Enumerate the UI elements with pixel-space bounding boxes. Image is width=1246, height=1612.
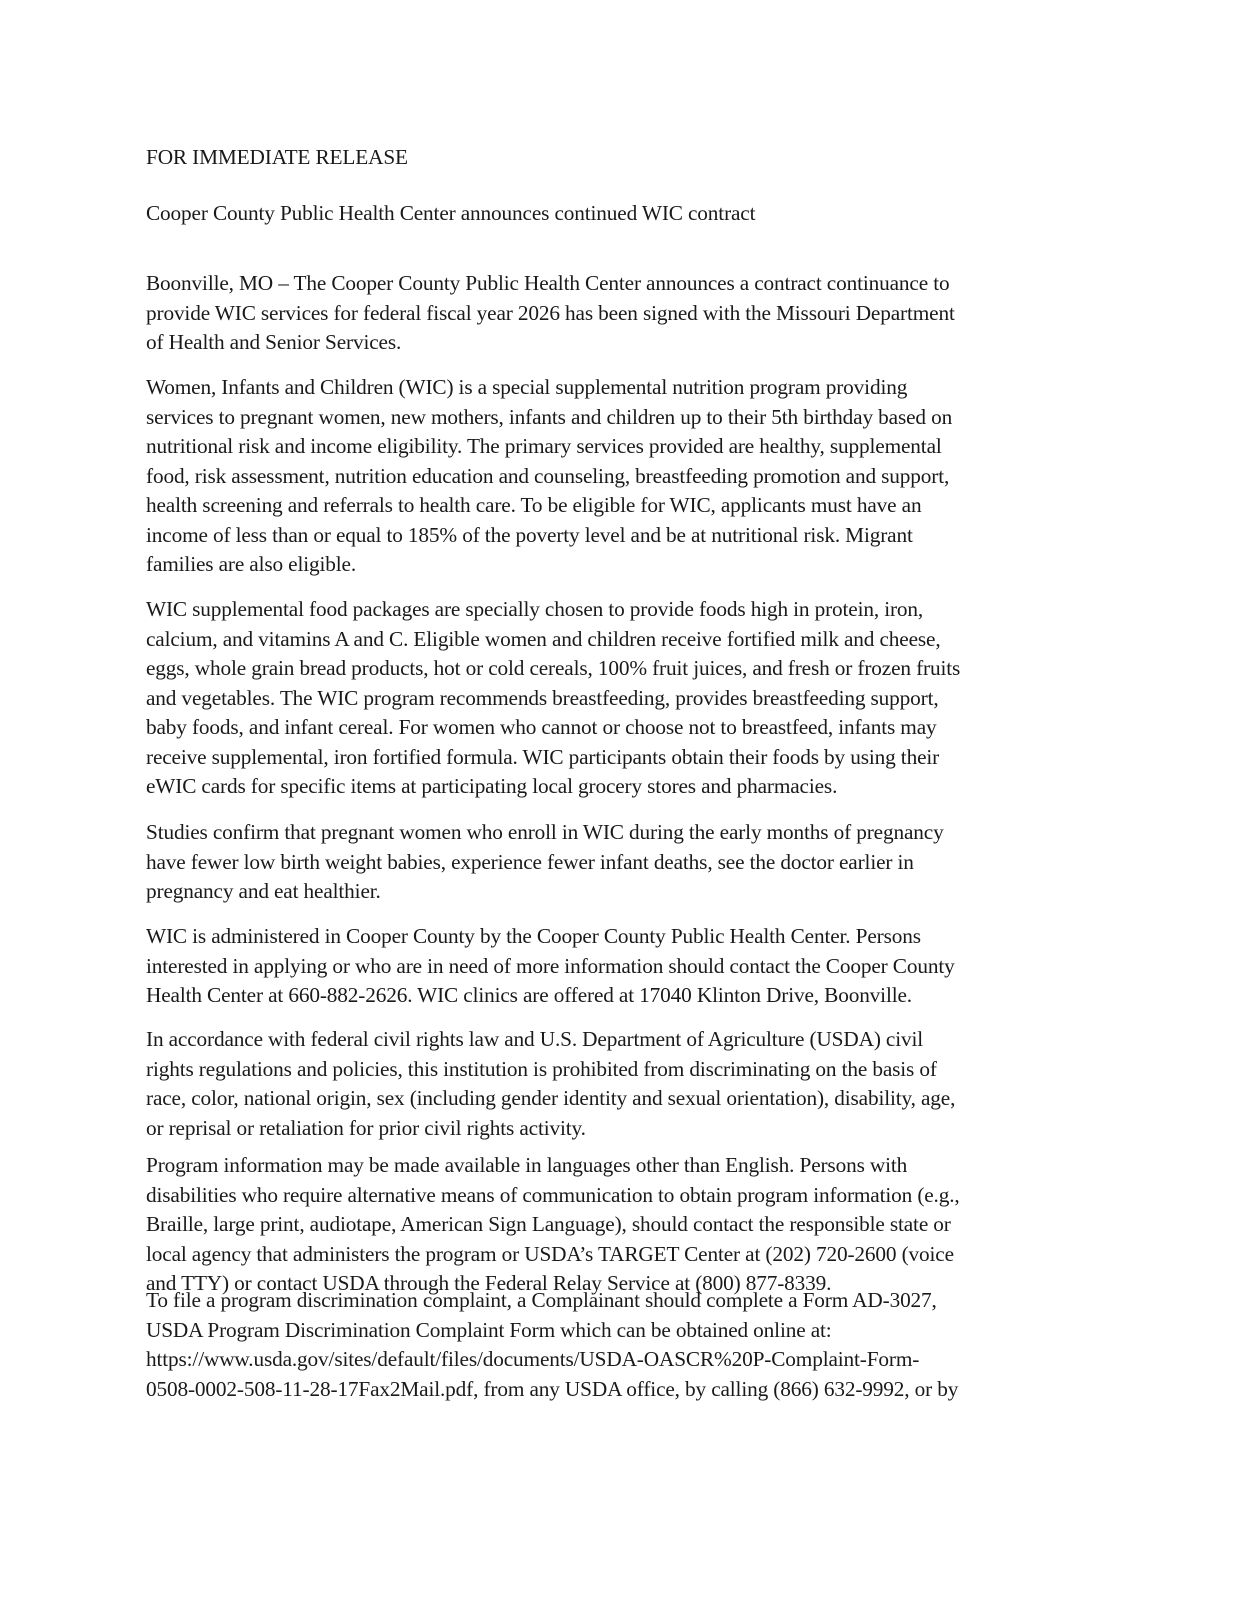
paragraph-line: health screening and referrals to health care. To be eligible for WIC, applicants must have an — [146, 493, 922, 517]
paragraph-line: rights regulations and policies, this institution is prohibited from discriminating on the basis of — [146, 1056, 937, 1081]
paragraph-line: receive supplemental, iron fortified formula. WIC participants obtain their foods by using their — [146, 744, 940, 769]
paragraph-complaint-filing — [146, 1286, 1086, 1404]
paragraph-civil-rights — [146, 1025, 1086, 1143]
paragraph-line: Health Center at 660-882-2626. WIC clinics are offered at 17040 Klinton Drive, Boonville. — [146, 983, 912, 1007]
paragraph-line: 0508-0002-508-11-28-17Fax2Mail.pdf, from any USDA office, by calling (866) 632-9992, or by — [146, 1376, 959, 1401]
paragraph-line: of Health and Senior Services. — [146, 330, 402, 354]
paragraph-line: WIC supplemental food packages are specially chosen to provide foods high in protein, iron, — [146, 597, 924, 621]
paragraph-line: Program information may be made available in languages other than English. Persons with — [146, 1153, 908, 1177]
paragraph-line: local agency that administers the program or USDA’s TARGET Center at (202) 720-2600 (voice — [146, 1241, 954, 1266]
paragraph-line: have fewer low birth weight babies, experience fewer infant deaths, see the doctor earlier in — [146, 849, 914, 874]
paragraph-line: calcium, and vitamins A and C. Eligible women and children receive fortified milk and cheese, — [146, 626, 941, 651]
paragraph-line: In accordance with federal civil rights law and U.S. Department of Agriculture (USDA) civil — [146, 1027, 924, 1051]
release-label-text: FOR IMMEDIATE RELEASE — [146, 145, 408, 169]
release-label — [146, 143, 1086, 173]
paragraph-contract-announcement — [146, 269, 1086, 358]
paragraph-line: WIC is administered in Cooper County by the Cooper County Public Health Center. Persons — [146, 924, 921, 948]
paragraph-line: Boonville, MO – The Cooper County Public Health Center announces a contract continuance to — [146, 271, 950, 295]
headline-text: Cooper County Public Health Center announces continued WIC contract — [146, 201, 756, 225]
paragraph-line: Braille, large print, audiotape, American Sign Language), should contact the responsible state or — [146, 1212, 951, 1236]
paragraph-wic-description — [146, 373, 1086, 580]
paragraph-line: and vegetables. The WIC program recommends breastfeeding, provides breastfeeding support, — [146, 685, 939, 710]
paragraph-line: provide WIC services for federal fiscal year 2026 has been signed with the Missouri Department — [146, 300, 955, 325]
paragraph-food-packages — [146, 595, 1086, 802]
paragraph-line: or reprisal or retaliation for prior civil rights activity. — [146, 1115, 586, 1140]
paragraph-line: Studies confirm that pregnant women who enroll in WIC during the early months of pregnancy — [146, 820, 944, 844]
paragraph-line: Women, Infants and Children (WIC) is a special supplemental nutrition program providing — [146, 375, 908, 399]
paragraph-line: families are also eligible. — [146, 552, 357, 576]
paragraph-line: pregnancy and eat healthier. — [146, 879, 381, 903]
paragraph-line: race, color, national origin, sex (including gender identity and sexual orientation), disability, age, — [146, 1086, 956, 1110]
complaint-form-url: https://www.usda.gov/sites/default/files/documents/USDA-OASCR%20P-Complaint-Form- — [146, 1347, 920, 1371]
paragraph-line: income of less than or equal to 185% of the poverty level and be at nutritional risk. Migrant — [146, 522, 913, 547]
paragraph-line: services to pregnant women, new mothers, infants and children up to their 5th birthday based on — [146, 404, 953, 429]
paragraph-line: food, risk assessment, nutrition education and counseling, breastfeeding promotion and support, — [146, 463, 950, 488]
paragraph-line: disabilities who require alternative means of communication to obtain program information (e.g., — [146, 1182, 960, 1207]
paragraph-line: To file a program discrimination complaint, a Complainant should complete a Form AD-3027, — [146, 1288, 937, 1312]
headline — [146, 199, 1086, 229]
paragraph-line: and TTY) or contact USDA through the Federal Relay Service at (800) 877-8339. — [146, 1271, 832, 1295]
paragraph-contact-info — [146, 922, 1086, 1011]
paragraph-line: USDA Program Discrimination Complaint Form which can be obtained online at: — [146, 1317, 832, 1342]
paragraph-line: baby foods, and infant cereal. For women who cannot or choose not to breastfeed, infants may — [146, 715, 937, 739]
paragraph-line: eggs, whole grain bread products, hot or cold cereals, 100% fruit juices, and fresh or frozen fruits — [146, 656, 961, 680]
paragraph-line: nutritional risk and income eligibility. The primary services provided are healthy, supplemental — [146, 434, 942, 458]
paragraph-language-access — [146, 1151, 1086, 1299]
paragraph-line: interested in applying or who are in need of more information should contact the Cooper County — [146, 953, 955, 978]
paragraph-studies — [146, 818, 1086, 907]
paragraph-line: eWIC cards for specific items at participating local grocery stores and pharmacies. — [146, 774, 838, 798]
